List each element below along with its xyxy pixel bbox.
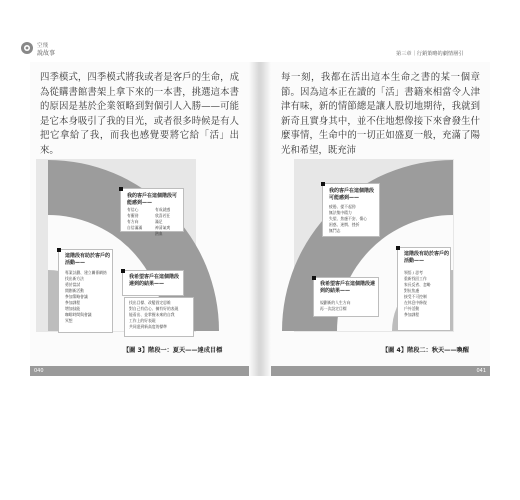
activity-item: 勇於當試 <box>65 282 81 287</box>
logo-text-bottom: 說故事 <box>37 50 56 57</box>
feeling-item: 神清氣爽 <box>155 225 171 230</box>
left-activities-box <box>58 249 113 333</box>
right-page-number: 041 <box>476 368 486 374</box>
activity-item: 家長反省、忽略 <box>404 282 431 287</box>
result-item: 能看出、並掌握未來的自我 <box>129 312 175 317</box>
feeling-item: 疲倦、提不起勁 <box>329 204 356 209</box>
right-figure-caption: 【圖 4】階段二：秋天——喚醒 <box>382 347 469 354</box>
feeling-item: 有信心 <box>127 207 139 212</box>
left-feelings-col1 <box>127 207 142 231</box>
activity-item: 重新找回工作 <box>404 276 427 281</box>
activity-item: 戶外活動 <box>404 306 420 311</box>
left-activities-heading: 這階段有助於客戶的活動—— <box>65 253 111 266</box>
feeling-item: 有成就感 <box>155 207 171 212</box>
activity-item: 增加技能 <box>65 306 81 311</box>
left-activities-list <box>65 270 107 324</box>
activity-item: 參加課程 <box>65 300 81 305</box>
left-results-list <box>129 300 178 330</box>
logo-icon <box>20 41 34 55</box>
left-body-paragraph: 四季模式，四季模式將我或者是客戶的生命，成為從購書館書架上拿下來的一本書，挑選這本書的原因是基於企業領略到對個引人入勝——可能是它本身吸引了我的目光，或者很多時候是有人把它拿給了我，而我也感覺要將它給「活」出來。 <box>40 72 239 156</box>
left-feelings-box <box>120 188 184 236</box>
right-feelings-list <box>329 204 367 234</box>
right-feelings-box <box>322 183 380 237</box>
activity-item: 在休息中修復 <box>404 300 427 305</box>
result-item: 規劃新的人生方向 <box>320 300 351 305</box>
feeling-item: 有衝勁 <box>127 213 139 218</box>
activity-item: 接受不可控制 <box>404 294 427 299</box>
result-item: 工作上的好表現 <box>129 318 156 323</box>
right-outcome-box <box>313 277 379 317</box>
activity-item: 參加課程 <box>404 312 420 317</box>
feeling-item: 熱血 <box>155 231 163 236</box>
result-item: 對自己有信心、擁有好的表現 <box>129 306 179 311</box>
right-feelings-heading: 我的客戶在這個階段可能感到—— <box>329 188 375 201</box>
right-outcome-list <box>320 300 350 312</box>
left-footer-bar <box>30 366 249 376</box>
left-figure-caption: 【圖 3】階段一：夏天——達成目標 <box>123 347 223 354</box>
activity-item: 領悟 / 思考 <box>404 270 423 275</box>
left-page-number: 040 <box>34 368 44 374</box>
left-feelings-heading: 我的客戶在這個階段可能感到—— <box>127 193 178 206</box>
feeling-item: 欣喜若狂 <box>155 213 171 218</box>
activity-item: 咖啡時間與會議 <box>65 312 92 317</box>
book-spine <box>249 62 271 376</box>
left-outcome-box <box>122 270 184 296</box>
feeling-item: 無鬥志 <box>329 228 341 233</box>
right-activities-box <box>397 247 451 331</box>
left-results-box <box>124 297 194 337</box>
right-activities-list <box>404 270 431 318</box>
result-item: 共同達到新高度的標準 <box>129 324 167 329</box>
right-body-paragraph: 每一刻，我都在活出這本生命之書的某一個章節。因為這本正在讀的「活」書籍來相當令人津津有味，新的情節總是讓人股切地期待，我就到新奇且實身其中，並不住地想像接下來會發生什麼事情，生命中的一切正如盛夏一般，充滿了陽光和希望，既充沛 <box>281 72 480 156</box>
activity-item: 對抗焦慮 <box>404 288 420 293</box>
result-item: 再一次設定目標 <box>320 306 347 311</box>
activity-item: 冥想 <box>65 318 73 323</box>
right-page-header: 第三章｜行銷策略的劇情層引 <box>396 51 464 57</box>
left-outcome-heading: 我希望客戶在這個階段達到的結果—— <box>129 274 180 287</box>
activity-item: 開創新活動 <box>65 288 84 293</box>
right-outcome-heading: 我希望客戶在這個階段達到的結果—— <box>320 281 376 294</box>
feeling-item: 無法集中精力 <box>329 210 352 215</box>
feeling-item: 滿足 <box>155 219 163 224</box>
feeling-item: 有方向 <box>127 219 139 224</box>
left-feelings-col2 <box>155 207 170 237</box>
activity-item: 專案計劃、建立關係網絡 <box>65 270 107 275</box>
feeling-item: 自信滿滿 <box>127 225 143 230</box>
logo-text-top: 空飛 <box>37 43 49 49</box>
right-footer-bar <box>271 366 490 376</box>
feeling-item: 失望、焦慮不安、傷心 <box>329 216 367 221</box>
activity-item: 找出新方法 <box>65 276 84 281</box>
result-item: 找出目標、改變固定思維 <box>129 300 171 305</box>
activity-item: 參加策略會議 <box>65 294 88 299</box>
right-activities-heading: 這階段有助於客戶的活動—— <box>404 251 450 264</box>
feeling-item: 困惑、迷惘、挫折 <box>329 222 360 227</box>
